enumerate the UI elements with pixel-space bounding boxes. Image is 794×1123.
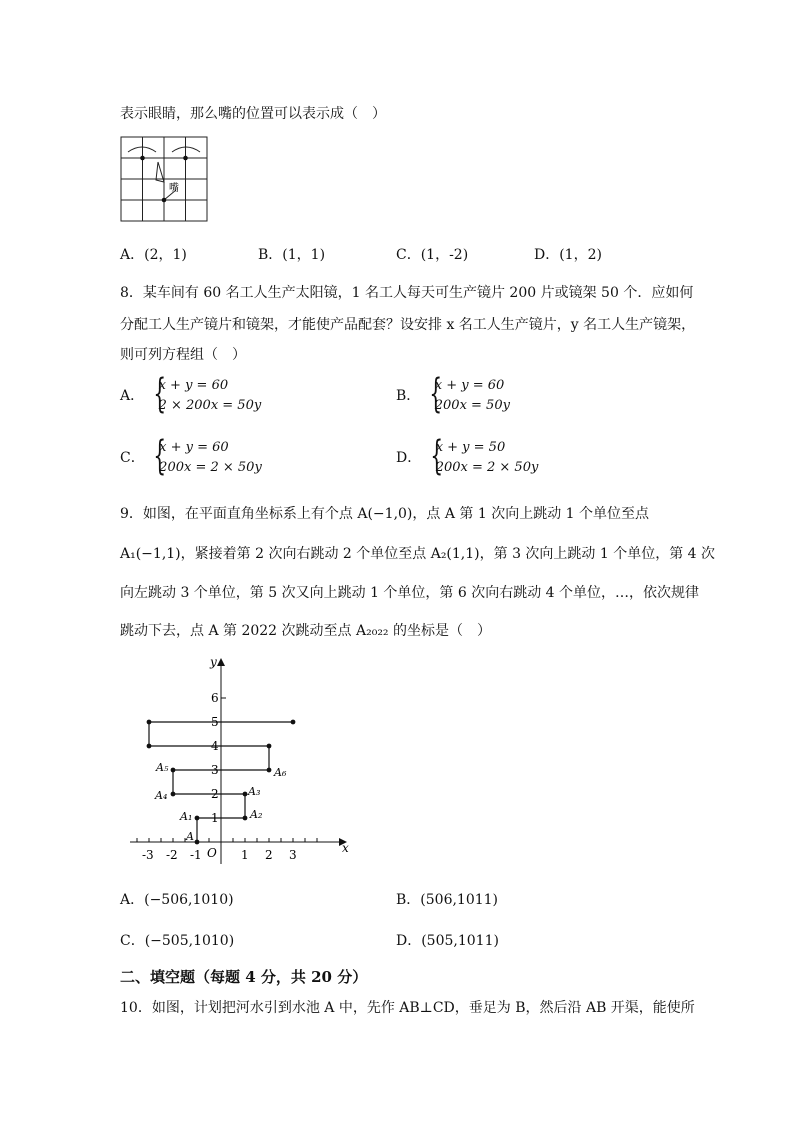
q10-line-1: 10．如图，计划把河水引到水池 A 中，先作 AB⊥CD，垂足为 B，然后沿 AB 开渠，能使所 [120, 1000, 695, 1016]
mouth-label: 嘴 [169, 183, 179, 194]
x-tick-label: 2 [265, 848, 273, 862]
y-axis-label: y [210, 655, 217, 669]
q8-option-c[interactable]: C． { x + y = 60 200x = 2 × 50y [120, 433, 262, 479]
y-tick-label: 1 [211, 811, 219, 825]
q9-option-c[interactable]: C．(−505,1010) [120, 933, 235, 949]
q7-option-d[interactable]: D．(1，2) [534, 247, 602, 263]
point-label-a: A [186, 830, 194, 843]
origin-label: O [207, 846, 217, 860]
q9-line-1: 9．如图，在平面直角坐标系上有个点 A(−1,0)，点 A 第 1 次向上跳动 1 个单位至点 [120, 506, 650, 522]
q8-line-1: 8．某车间有 60 名工人生产太阳镜，1 名工人每天可生产镜片 200 片或镜架 50 个．应如何 [120, 285, 694, 301]
q9-option-d[interactable]: D．(505,1011) [396, 933, 499, 949]
q7-option-b[interactable]: B．(1，1) [258, 247, 326, 263]
q9-line-2: A₁(−1,1)，紧接着第 2 次向右跳动 2 个单位至点 A₂(1,1)，第 3 次向上跳动 1 个单位，第 4 次 [120, 546, 716, 562]
q8-option-d[interactable]: D． { x + y = 50 200x = 2 × 50y [396, 433, 539, 479]
q8-option-a[interactable]: A． { x + y = 60 2 × 200x = 50y [120, 371, 262, 417]
y-tick-label: 2 [211, 787, 219, 801]
q9-line-3: 向左跳动 3 个单位，第 5 次又向上跳动 1 个单位，第 6 次向右跳动 4 个单位，…，依次规律 [120, 585, 700, 601]
q7-option-a[interactable]: A．(2，1) [120, 247, 187, 263]
q7-stem-end: 表示眼睛，那么嘴的位置可以表示成（ ） [120, 106, 386, 122]
point-label-a4: A₄ [155, 789, 168, 802]
y-tick-label: 3 [211, 763, 219, 777]
x-tick-label: -3 [142, 848, 154, 862]
section-heading: 二、填空题（每题 4 分，共 20 分） [120, 968, 368, 986]
x-tick-label: -2 [166, 848, 178, 862]
q9-option-b[interactable]: B．(506,1011) [396, 892, 499, 908]
q9-line-4: 跳动下去，点 A 第 2022 次跳动至点 A₂₀₂₂ 的坐标是（ ） [120, 623, 491, 639]
q8-option-b[interactable]: B． { x + y = 60 200x = 50y [396, 371, 510, 417]
y-tick-label: 5 [211, 715, 219, 729]
jump-path-graph [120, 652, 360, 867]
q9-option-a[interactable]: A．(−506,1010) [120, 892, 234, 908]
face-grid-figure [120, 136, 210, 224]
x-axis-label: x [342, 841, 349, 855]
point-label-a3: A₃ [248, 785, 261, 798]
q8-line-3: 则可列方程组（ ） [120, 347, 246, 363]
point-label-a5: A₅ [156, 761, 169, 774]
x-tick-label: -1 [190, 848, 202, 862]
y-tick-label: 4 [211, 739, 219, 753]
point-label-a2: A₂ [250, 808, 263, 821]
point-label-a1: A₁ [180, 810, 193, 823]
q8-line-2: 分配工人生产镜片和镜架，才能使产品配套？设安排 x 名工人生产镜片，y 名工人生产镜架， [120, 317, 696, 333]
x-tick-label: 1 [241, 848, 249, 862]
point-label-a6: A₆ [274, 766, 287, 779]
x-tick-label: 3 [289, 848, 297, 862]
y-tick-label: 6 [211, 691, 219, 705]
q7-option-c[interactable]: C．(1，-2) [396, 247, 469, 263]
